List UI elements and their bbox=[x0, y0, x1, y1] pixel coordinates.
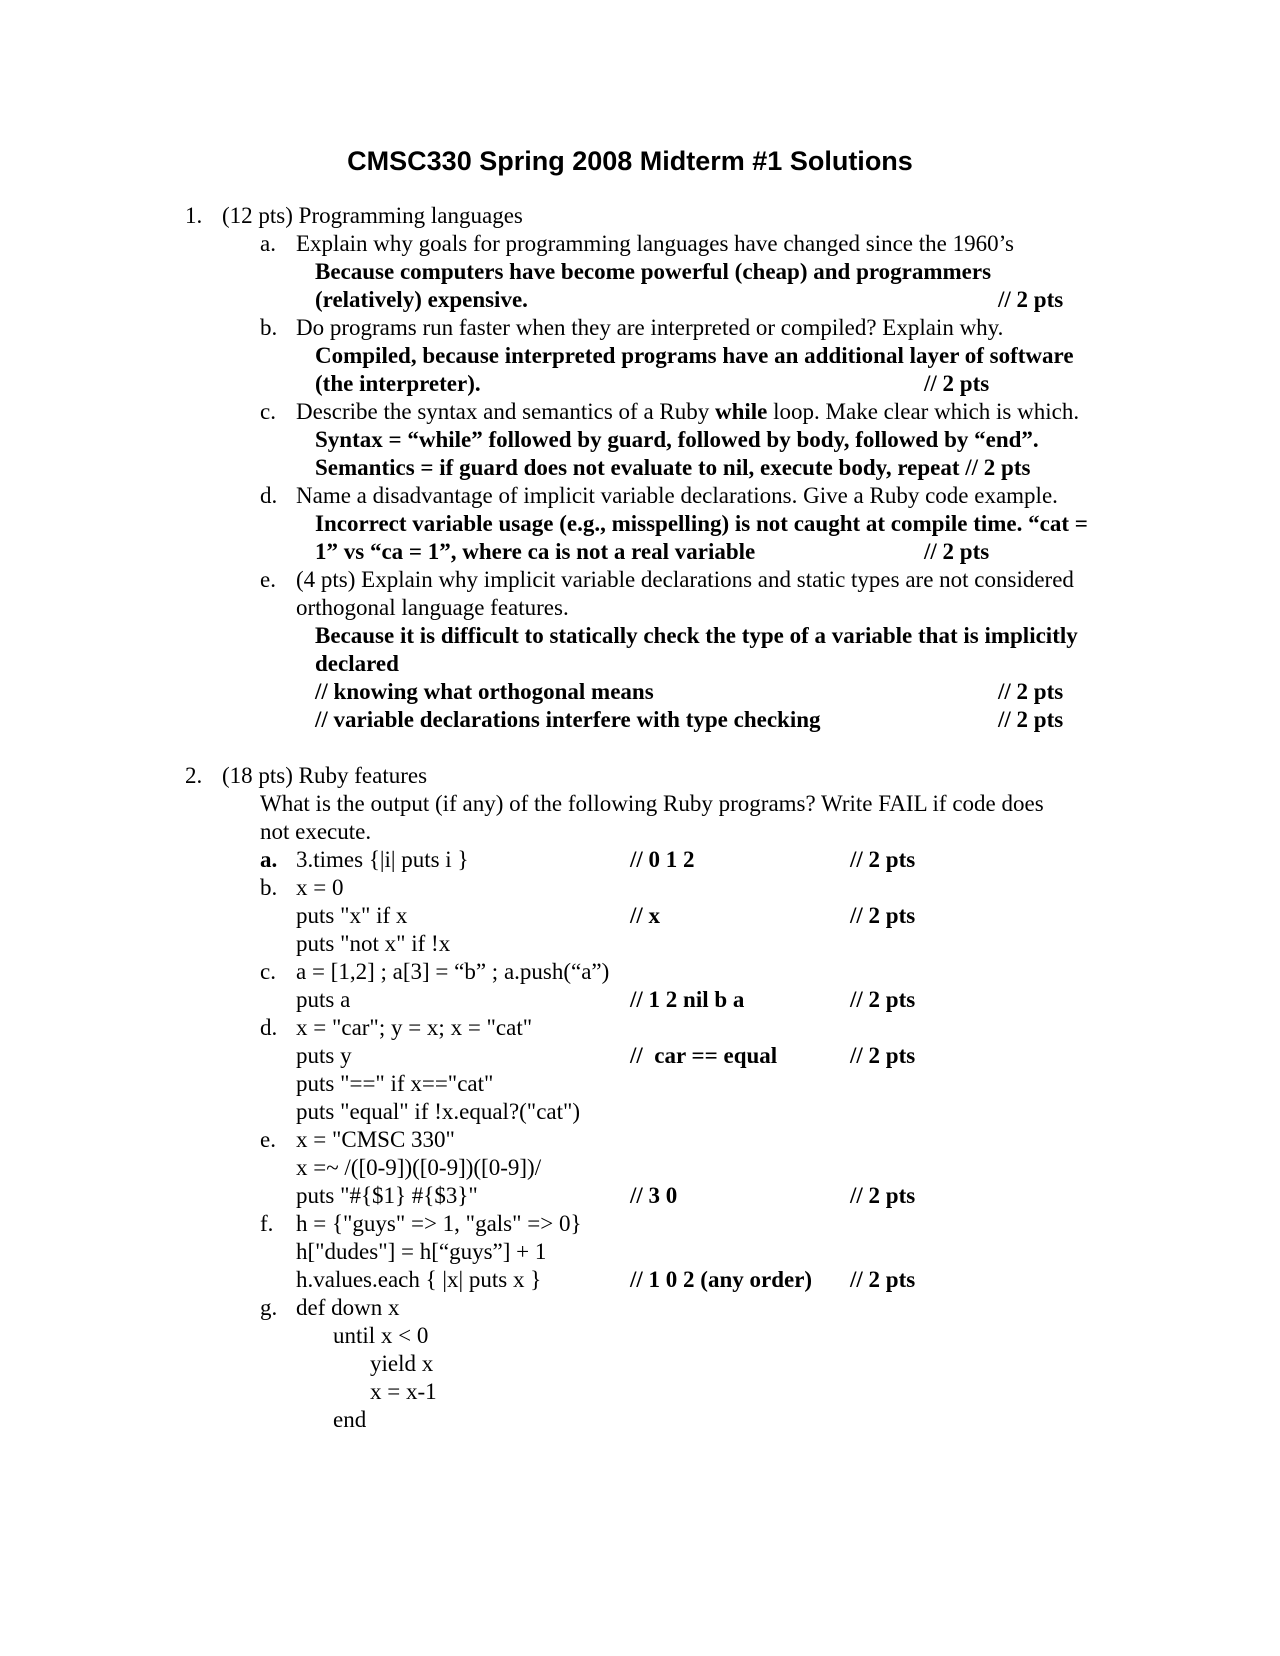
q1e-answer-line2: declared bbox=[315, 651, 399, 676]
q2d-code3: puts "==" if x=="cat" bbox=[296, 1071, 494, 1096]
q2f-code1: h = {"guys" => 1, "gals" => 0} bbox=[296, 1211, 582, 1236]
q1e-note1: // knowing what orthogonal means bbox=[315, 679, 654, 704]
q2d-code1: x = "car"; y = x; x = "cat" bbox=[296, 1015, 533, 1040]
q1a-label: a. bbox=[260, 231, 276, 256]
q1a-answer-line2: (relatively) expensive. bbox=[315, 287, 528, 312]
q2e-answer: // 3 0 bbox=[630, 1183, 678, 1208]
q2g-code1: def down x bbox=[296, 1295, 400, 1320]
q2c-points: // 2 pts bbox=[850, 987, 916, 1012]
q1e-note2-points: // 2 pts bbox=[998, 707, 1064, 732]
q2f-points: // 2 pts bbox=[850, 1267, 916, 1292]
q2e-code2: x =~ /([0-9])([0-9])([0-9])/ bbox=[296, 1155, 542, 1180]
q2g-label: g. bbox=[260, 1295, 278, 1320]
q1-number: 1. bbox=[185, 203, 203, 228]
q2d-label: d. bbox=[260, 1015, 278, 1040]
q2b-answer: // x bbox=[630, 903, 661, 928]
q2f-code3: h.values.each { |x| puts x } bbox=[296, 1267, 542, 1292]
q1b-points: // 2 pts bbox=[924, 371, 990, 396]
q2a-label: a. bbox=[260, 847, 278, 872]
q2-number: 2. bbox=[185, 763, 203, 788]
q2e-points: // 2 pts bbox=[850, 1183, 916, 1208]
q1d-question: Name a disadvantage of implicit variable declarations. Give a Ruby code example. bbox=[296, 483, 1058, 508]
q1c-answer-line2: Semantics = if guard does not evaluate to nil, execute body, repeat // 2 pts bbox=[315, 455, 1031, 480]
q2f-answer: // 1 0 2 (any order) bbox=[630, 1267, 813, 1292]
q1c-answer-line1: Syntax = “while” followed by guard, followed by body, followed by “end”. bbox=[315, 427, 1039, 452]
q2b-code2: puts "x" if x bbox=[296, 903, 408, 928]
page-title: CMSC330 Spring 2008 Midterm #1 Solutions bbox=[347, 146, 913, 176]
q2-intro-line1: What is the output (if any) of the following Ruby programs? Write FAIL if code does bbox=[260, 791, 1044, 816]
q2g-code2: until x < 0 bbox=[333, 1323, 429, 1348]
q2g-code3: yield x bbox=[370, 1351, 434, 1376]
q1d-answer-line2: 1” vs “ca = 1”, where ca is not a real variable bbox=[315, 539, 756, 564]
q2b-label: b. bbox=[260, 875, 278, 900]
q1d-label: d. bbox=[260, 483, 278, 508]
q1e-label: e. bbox=[260, 567, 276, 592]
q2a-answer: // 0 1 2 bbox=[630, 847, 695, 872]
q2d-answer: // car == equal bbox=[630, 1043, 778, 1068]
q1d-answer-line1: Incorrect variable usage (e.g., misspelling) is not caught at compile time. “cat = bbox=[315, 511, 1088, 536]
q1b-answer-line1: Compiled, because interpreted programs have an additional layer of software bbox=[315, 343, 1074, 368]
q1a-answer-line1: Because computers have become powerful (cheap) and programmers bbox=[315, 259, 992, 284]
q1e-answer-line1: Because it is difficult to statically check the type of a variable that is implicitly bbox=[315, 623, 1078, 648]
q1c-label: c. bbox=[260, 399, 276, 424]
q2f-code2: h["dudes"] = h[“guys”] + 1 bbox=[296, 1239, 547, 1264]
q2e-label: e. bbox=[260, 1127, 276, 1152]
q2d-code2: puts y bbox=[296, 1043, 352, 1068]
q2e-code1: x = "CMSC 330" bbox=[296, 1127, 455, 1152]
q2a-points: // 2 pts bbox=[850, 847, 916, 872]
q2g-code4: x = x-1 bbox=[370, 1379, 437, 1404]
q2c-answer: // 1 2 nil b a bbox=[630, 987, 745, 1012]
q1c-question-keyword: while bbox=[715, 399, 768, 424]
q2c-label: c. bbox=[260, 959, 276, 984]
q2b-code3: puts "not x" if !x bbox=[296, 931, 451, 956]
q1c-question-post: loop. Make clear which is which. bbox=[767, 399, 1080, 424]
q2a-code1: 3.times {|i| puts i } bbox=[296, 847, 469, 872]
q1a-question: Explain why goals for programming languages have changed since the 1960’s bbox=[296, 231, 1014, 256]
q2d-points: // 2 pts bbox=[850, 1043, 916, 1068]
q2-heading: (18 pts) Ruby features bbox=[222, 763, 428, 788]
q1a-points: // 2 pts bbox=[998, 287, 1064, 312]
q2c-code1: a = [1,2] ; a[3] = “b” ; a.push(“a”) bbox=[296, 959, 610, 984]
q1b-label: b. bbox=[260, 315, 278, 340]
q2e-code3: puts "#{$1} #{$3}" bbox=[296, 1183, 478, 1208]
q2g-code5: end bbox=[333, 1407, 367, 1432]
q1e-note1-points: // 2 pts bbox=[998, 679, 1064, 704]
q2c-code2: puts a bbox=[296, 987, 351, 1012]
q1e-note2: // variable declarations interfere with type checking bbox=[315, 707, 821, 732]
q2b-code1: x = 0 bbox=[296, 875, 344, 900]
q1b-question: Do programs run faster when they are interpreted or compiled? Explain why. bbox=[296, 315, 1004, 340]
q1e-question-line2: orthogonal language features. bbox=[296, 595, 569, 620]
q2b-points: // 2 pts bbox=[850, 903, 916, 928]
q1c-question bbox=[296, 398, 1079, 426]
q2-intro-line2: not execute. bbox=[260, 819, 372, 844]
q1e-question-line1: (4 pts) Explain why implicit variable declarations and static types are not considered bbox=[296, 567, 1074, 592]
q1d-points: // 2 pts bbox=[924, 539, 990, 564]
q1c-question-pre: Describe the syntax and semantics of a Ruby bbox=[296, 399, 715, 424]
q1b-answer-line2: (the interpreter). bbox=[315, 371, 481, 396]
q1-heading: (12 pts) Programming languages bbox=[222, 203, 523, 228]
q2d-code4: puts "equal" if !x.equal?("cat") bbox=[296, 1099, 581, 1124]
q2f-label: f. bbox=[260, 1211, 274, 1236]
